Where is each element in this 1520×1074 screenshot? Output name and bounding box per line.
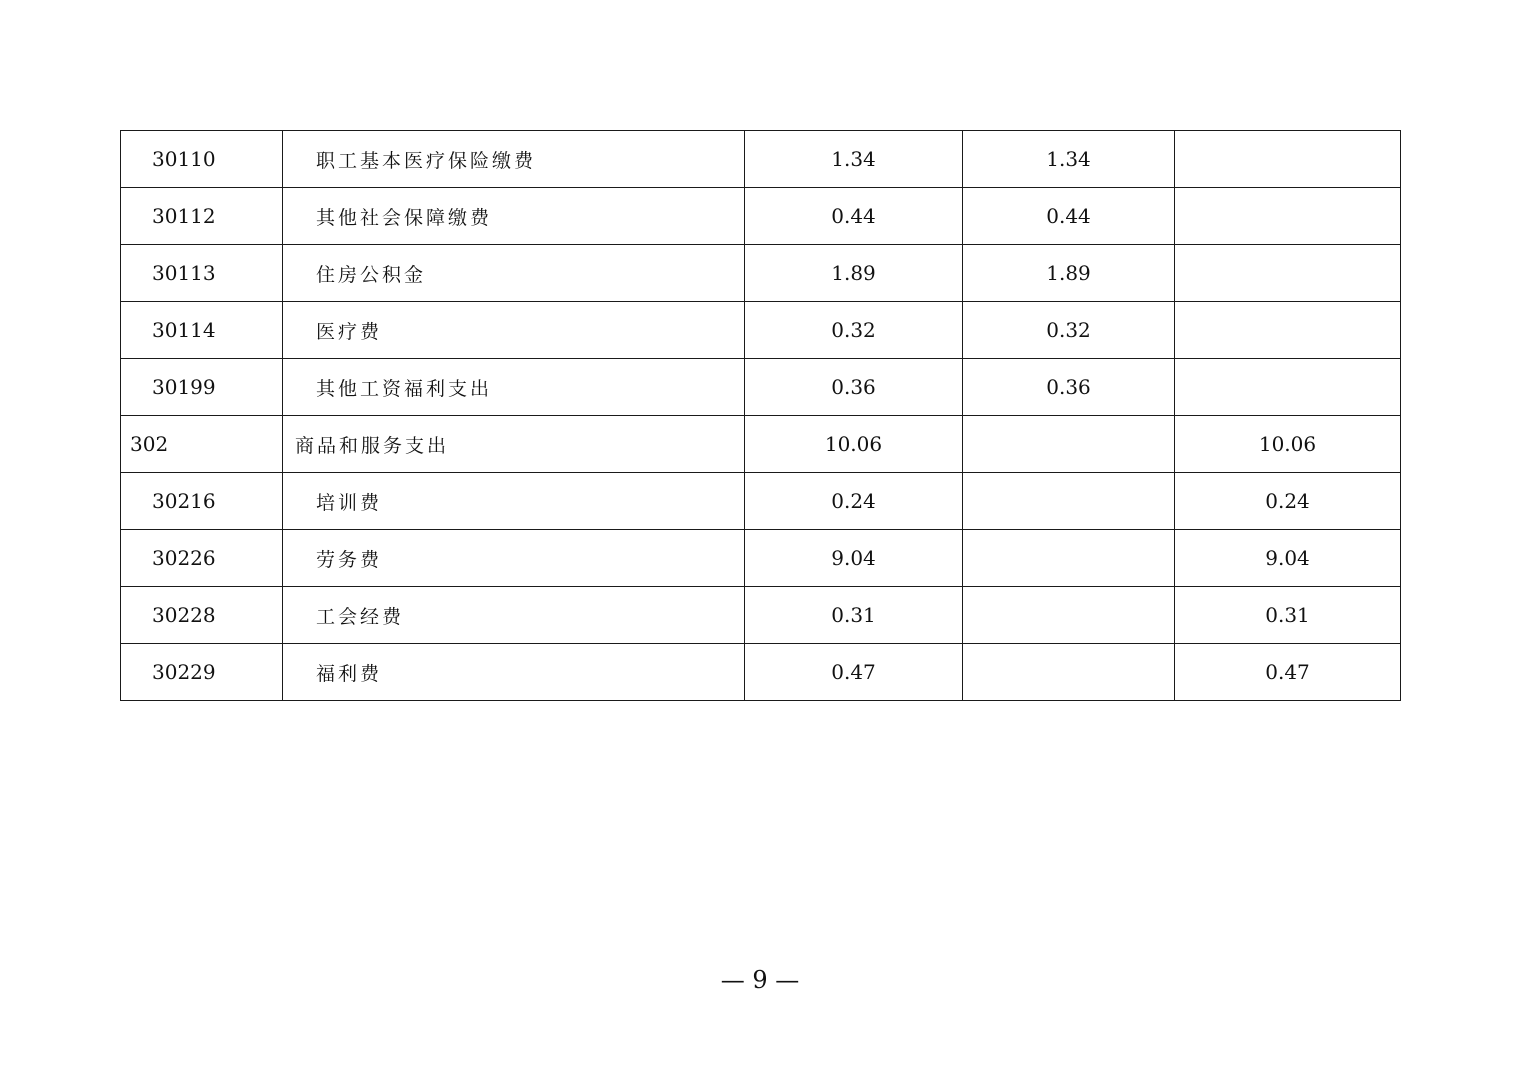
- table-row: [121, 302, 1401, 359]
- economic-code-cell: 30113: [121, 245, 283, 302]
- total-amount-cell: 0.24: [745, 473, 963, 530]
- economic-code-cell: 30112: [121, 188, 283, 245]
- item-name-cell: 商品和服务支出: [283, 416, 745, 473]
- table-row: [121, 131, 1401, 188]
- economic-code-cell: 30226: [121, 530, 283, 587]
- table-row: [121, 530, 1401, 587]
- project-expenditure-cell: 0.31: [1175, 587, 1401, 644]
- item-name-cell: 培训费: [283, 473, 745, 530]
- basic-expenditure-cell: [963, 530, 1175, 587]
- basic-expenditure-cell: 0.32: [963, 302, 1175, 359]
- economic-code-cell: 30228: [121, 587, 283, 644]
- item-name-cell: 医疗费: [283, 302, 745, 359]
- economic-code-cell: 30114: [121, 302, 283, 359]
- project-expenditure-cell: [1175, 302, 1401, 359]
- item-name-cell: 福利费: [283, 644, 745, 701]
- project-expenditure-cell: 9.04: [1175, 530, 1401, 587]
- total-amount-cell: 1.89: [745, 245, 963, 302]
- basic-expenditure-cell: 0.36: [963, 359, 1175, 416]
- basic-expenditure-cell: [963, 416, 1175, 473]
- table-row: [121, 245, 1401, 302]
- project-expenditure-cell: [1175, 359, 1401, 416]
- item-name-cell: 其他社会保障缴费: [283, 188, 745, 245]
- total-amount-cell: 9.04: [745, 530, 963, 587]
- basic-expenditure-cell: 1.34: [963, 131, 1175, 188]
- economic-code-cell: 30229: [121, 644, 283, 701]
- economic-code-cell: 302: [121, 416, 283, 473]
- item-name-cell: 工会经费: [283, 587, 745, 644]
- item-name-cell: 职工基本医疗保险缴费: [283, 131, 745, 188]
- economic-code-cell: 30110: [121, 131, 283, 188]
- total-amount-cell: 1.34: [745, 131, 963, 188]
- economic-code-cell: 30216: [121, 473, 283, 530]
- item-name-cell: 劳务费: [283, 530, 745, 587]
- table-row: [121, 416, 1401, 473]
- basic-expenditure-cell: 0.44: [963, 188, 1175, 245]
- project-expenditure-cell: [1175, 131, 1401, 188]
- item-name-cell: 其他工资福利支出: [283, 359, 745, 416]
- item-name-cell: 住房公积金: [283, 245, 745, 302]
- project-expenditure-cell: 0.47: [1175, 644, 1401, 701]
- basic-expenditure-cell: [963, 644, 1175, 701]
- total-amount-cell: 10.06: [745, 416, 963, 473]
- page-number: — 9 —: [720, 966, 800, 994]
- project-expenditure-cell: [1175, 245, 1401, 302]
- table-row: [121, 188, 1401, 245]
- basic-expenditure-cell: [963, 473, 1175, 530]
- total-amount-cell: 0.32: [745, 302, 963, 359]
- project-expenditure-cell: [1175, 188, 1401, 245]
- project-expenditure-cell: 0.24: [1175, 473, 1401, 530]
- table-row: [121, 473, 1401, 530]
- economic-code-cell: 30199: [121, 359, 283, 416]
- total-amount-cell: 0.31: [745, 587, 963, 644]
- table-row: [121, 644, 1401, 701]
- table-row: [121, 359, 1401, 416]
- project-expenditure-cell: 10.06: [1175, 416, 1401, 473]
- basic-expenditure-cell: [963, 587, 1175, 644]
- total-amount-cell: 0.44: [745, 188, 963, 245]
- basic-expenditure-cell: 1.89: [963, 245, 1175, 302]
- total-amount-cell: 0.47: [745, 644, 963, 701]
- total-amount-cell: 0.36: [745, 359, 963, 416]
- table-row: [121, 587, 1401, 644]
- budget-table: [120, 130, 1401, 701]
